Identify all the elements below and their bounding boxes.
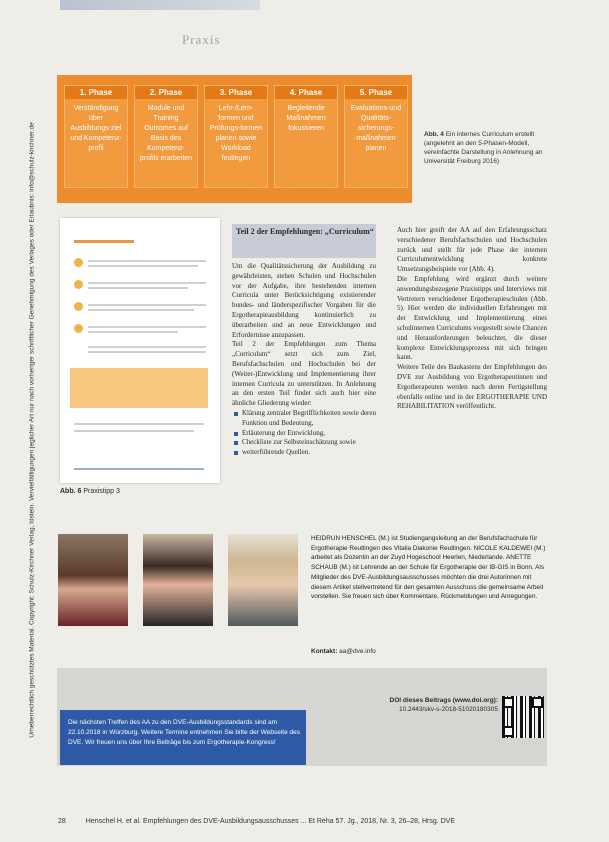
thumb-line <box>88 287 188 289</box>
doi-value[interactable]: 10.2443/skv-s-2018-51020180305 <box>398 706 498 713</box>
phase-text: Lehr-/Lern-formen und Prüfungs-formen planen sowie Workload festlegen <box>209 105 263 162</box>
thumb-line <box>88 282 206 284</box>
section-heading: Teil 2 der Empfehlungen: „Curriculum“ <box>236 227 374 236</box>
paragraph: Weitere Teile des Baukastens der Empfehlungen des DVE zur Ausbildung von Ergotherapeutinnen und Ergotherapeuten werden nach deren Fertigstellung ebenfalls online und in der ERGOTHERAPIE UND REHABILITATION veröffentlicht. <box>397 363 547 411</box>
article-column-1 <box>232 262 376 458</box>
bullet-list <box>232 409 376 458</box>
phase-box-1 <box>64 85 128 188</box>
list-item: Erläuterung der Entwicklung, <box>242 429 376 439</box>
phase-title: 1. Phase <box>65 86 127 99</box>
thumb-line <box>74 468 204 470</box>
list-item: Klärung zentraler Begrifflichkeiten sowie deren Funktion und Bedeutung, <box>242 408 376 427</box>
phase-figure <box>57 75 412 203</box>
thumb-highlight-box <box>70 368 208 408</box>
author-bio: HEIDRUN HENSCHEL (M.) ist Studiengangsleitung an der Berufsfachschule für Ergotherapie Reutlingen des Vitalia Diakonie Reutlingen. NICOLE KALDEWEI (M.) arbeitet als Dozentin an der Zuyd Hogeschool Heerlen, Niederlande. ANETTE SCHAUB (M.) ist Lehrende an der Schule für Ergotherapie der IB-GIS in Bonn. Als Mitglieder des DVE-Ausbildungsausschusses möchten die drei Autorinnen mit diesem Artikel stellvertretend für den gesamten Ausschuss die gemeinsame Arbeit vorstellen. Sie freuen sich über Kommentare, Rückmeldungen und Anregungen. <box>311 535 546 601</box>
phase-box-4 <box>274 85 338 188</box>
page-number: 28 <box>58 818 66 825</box>
phase-box-2 <box>134 85 198 188</box>
thumb-bullet <box>74 258 83 267</box>
thumb-line <box>88 304 206 306</box>
contact-line <box>311 648 376 655</box>
thumb-line <box>74 423 204 425</box>
contact-email[interactable]: aa@dve.info <box>339 648 376 655</box>
section-title: Praxis <box>182 32 221 47</box>
author-photo-schaub <box>228 534 298 626</box>
qr-finder <box>503 697 514 708</box>
paragraph: Auch hier greift der AA auf den Erfahrungsschatz verschiedener Berufsfachschulen und Hochschulen zurück und stellt für jede Phase der internen Curriculumentwicklung konkrete Umsetzungsbeispiele vor (Abb. 4). <box>397 226 547 274</box>
header-bar <box>60 0 260 10</box>
figure-label: Abb. 6 <box>60 488 82 495</box>
thumb-bullet <box>74 302 83 311</box>
contact-label: Kontakt: <box>311 648 338 655</box>
phase-box-5 <box>344 85 408 188</box>
article-column-2 <box>397 226 547 412</box>
phase-text: Module und Training Outcomes auf Basis des Kompetenz-profils erarbeiten <box>139 105 193 162</box>
phase-text: Evaluations-und Qualitäts-sicherungs-maßnahmen planen <box>350 105 402 152</box>
phase-title: 4. Phase <box>275 86 337 99</box>
phase-text: Begleitende Maßnahmen fokussieren <box>286 105 326 132</box>
qr-finder <box>503 726 514 737</box>
thumb-line <box>88 326 206 328</box>
list-item: weiterführende Quellen. <box>242 448 376 458</box>
thumb-line <box>74 430 194 432</box>
figure-caption-text: Praxistipp 3 <box>83 488 120 495</box>
qr-finder <box>532 697 543 708</box>
figure-caption-text: Ein internes Curriculum erstellt (angelehnt an den 5-Phasen-Modell, vereinfachte Darstellung in Anlehnung an Universität Freiburg 2016) <box>424 131 543 165</box>
list-item: Checkliste zur Selbsteinschätzung sowie <box>242 438 376 448</box>
figure-4-caption <box>424 130 564 166</box>
thumb-line <box>88 351 206 353</box>
thumb-line <box>88 260 206 262</box>
thumb-line <box>88 331 178 333</box>
paragraph: Um die Qualitätssicherung der Ausbildung zu gewährleisten, stehen Schulen und Hochschulen vor der Aufgabe, ihre bestehenden internen Curricula unter Berücksichtigung existierender bundes- und länderspezifischer Vorgaben für die Ergotherapieausbildung kontinuierlich zu überarbeiten und an neue Entwicklungen und Erfordernisse anzupassen. <box>232 262 376 339</box>
qr-code[interactable] <box>502 696 544 738</box>
phase-title: 3. Phase <box>205 86 267 99</box>
paragraph: Die Empfehlung wird ergänzt durch weitere anwendungsbezogene Praxistipps und Interviews mit Vertretern verschiedener Ergotherapieschulen (Abb. 5). Hier werden die individuellen Erfahrungen mit der Entwicklung und Implementierung eines schulinternen Curriculums vorgestellt sowie Chancen und Herausforderungen beleuchtet, die dieser komplexe Entwicklungsprozess mit sich bringen kann. <box>397 274 547 362</box>
announcement-text: Die nächsten Treffen des AA zu den DVE-Ausbildungsstandards sind am 22.10.2018 in Würzburg. Weitere Termine entnehmen Sie bitte der Webseite des DVE. Wir freuen uns über Ihre Beiträge bis zum Ergotherapie-Kongress! <box>68 719 300 746</box>
phase-title: 5. Phase <box>345 86 407 99</box>
figure-label: Abb. 4 <box>424 131 444 138</box>
phase-title: 2. Phase <box>135 86 197 99</box>
copyright-sidebar <box>18 40 46 820</box>
figure-6-caption <box>60 488 120 495</box>
thumb-line <box>88 265 198 267</box>
phase-text: Verständigung über Ausbildungs-ziel und Kompetenz-profil <box>70 105 122 152</box>
doi-block <box>330 696 498 714</box>
page-footer <box>58 818 558 825</box>
paragraph: Teil 2 der Empfehlungen zum Thema „Curriculum“ setzt sich zum Ziel, Berufsfachschulen und Hochschulen bei der (Weiter-)Entwicklung und Implementierung ihrer internen Curricula zu unterstützen. In Anlehnung an den ersten Teil findet sich auch hier eine ähnliche Gliederung wieder: <box>232 340 376 408</box>
thumb-line <box>88 309 194 311</box>
citation: Henschel H. et al. Empfehlungen des DVE-Ausbildungsausschusses ... Et Reha 57. Jg., 2018, Nr. 3, 26–28, Hrsg. DVE <box>85 818 456 825</box>
doi-label: DOI dieses Beitrags (www.doi.org): <box>389 697 498 704</box>
thumb-line <box>88 346 206 348</box>
thumb-line <box>74 240 134 243</box>
author-photo-henschel <box>58 534 128 626</box>
copyright-text: Urheberrechtlich geschütztes Material. Copyright: Schulz-Kirchner Verlag, Idstein. Vervielfältigungen jeglicher Art nur nach vorheriger schriftlicher Genehmigung des Verlages oder Erlaubnis: info@schulz-kirchner.de <box>28 122 36 738</box>
author-photo-kaldewei <box>143 534 213 626</box>
praxistipp-thumbnail <box>60 218 220 483</box>
phase-box-3 <box>204 85 268 188</box>
thumb-bullet <box>74 280 83 289</box>
thumb-bullet <box>74 324 83 333</box>
